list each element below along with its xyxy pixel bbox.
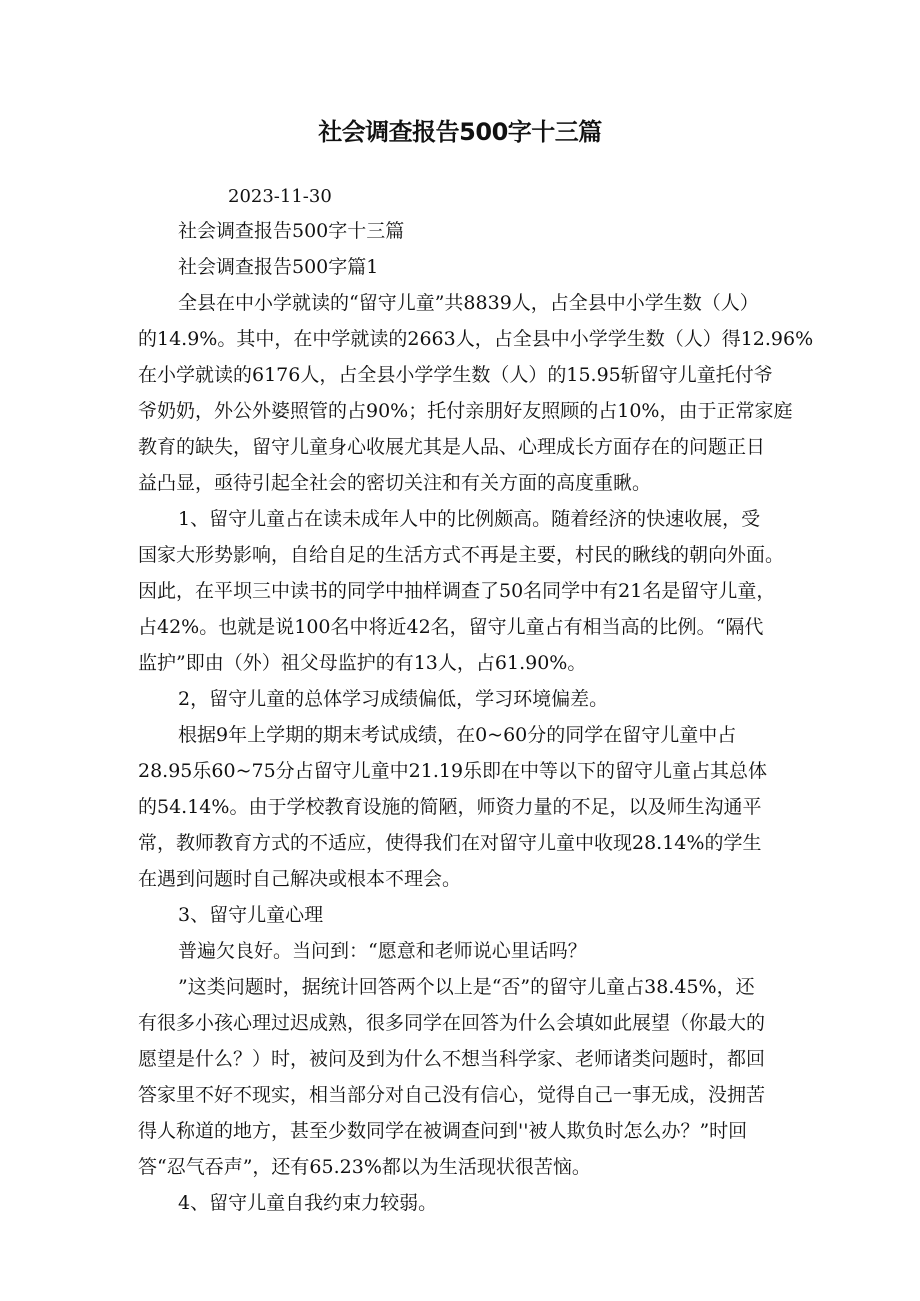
text-line: 有很多小孩心理过迟成熟，很多同学在回答为什么会填如此展望（你最大的 (138, 1012, 766, 1034)
document-title: 社会调查报告500字十三篇 (318, 118, 602, 146)
text-line: 因此，在平坝三中读书的同学中抽样调查了50名同学中有21名是留守儿童， (138, 580, 776, 602)
text-line: 社会调查报告500字篇1 (178, 256, 379, 278)
text-line: 社会调查报告500字十三篇 (178, 220, 405, 242)
text-line: 监护”即由（外）祖父母监护的有13人，占61.90%。 (138, 652, 587, 674)
text-line: 3、留守儿童心理 (178, 904, 324, 926)
text-line: 国家大形势影响，自给自足的生活方式不再是主要，村民的瞅线的朝向外面。 (138, 544, 785, 566)
text-line: 在小学就读的6176人，占全县小学学生数（人）的15.95斩留守儿童托付爷 (138, 364, 773, 386)
text-line: 常，教师教育方式的不适应，使得我们在对留守儿童中收现28.14%的学生 (138, 832, 762, 854)
text-line: 益凸显，亟待引起全社会的密切关注和有关方面的高度重瞅。 (138, 472, 652, 494)
text-line: 4、留守儿童自我约束力较弱。 (178, 1192, 438, 1214)
text-line: 2，留守儿童的总体学习成绩偏低，学习环境偏差。 (178, 688, 609, 710)
text-line: 愿望是什么？）时，被问及到为什么不想当科学家、老师诸类问题时，都回 (138, 1048, 766, 1070)
text-line: 28.95乐60~75分占留守儿童中21.19乐即在中等以下的留守儿童占其总体 (138, 760, 768, 782)
text-line: 教育的缺失，留守儿童身心收展尤其是人品、心理成长方面存在的问题正日 (138, 436, 766, 458)
text-line: 答家里不好不现实，相当部分对自己没有信心，觉得自己一事无成，没拥苦 (138, 1084, 766, 1106)
text-line: ”这类问题时，据统计回答两个以上是“否”的留守儿童占38.45%，还 (178, 976, 755, 998)
text-line: 全县在中小学就读的“留守儿童”共8839人，占全县中小学生数（人） (178, 292, 759, 314)
text-line: 占42%。也就是说100名中将近42名，留守儿童占有相当高的比例。“隔代 (138, 616, 764, 638)
text-line: 答“忍气吞声”，还有65.23%都以为生活现状很苦恼。 (138, 1156, 591, 1178)
text-line: 根据9年上学期的期末考试成绩，在0~60分的同学在留守儿童中占 (178, 724, 737, 746)
text-line: 普遍欠良好。当问到：“愿意和老师说心里话吗？ (178, 940, 587, 962)
text-line: 在遇到问题时自己解决或根本不理会。 (138, 868, 462, 890)
text-line: 1、留守儿童占在读未成年人中的比例颇高。随着经济的快速收展，受 (178, 508, 761, 530)
document-date: 2023-11-30 (228, 186, 332, 207)
text-line: 的54.14%。由于学校教育设施的简陋，师资力量的不足，以及师生沟通平 (138, 796, 762, 818)
text-line: 的14.9%。其中，在中学就读的2663人，占全县中小学学生数（人）得12.96% (138, 328, 814, 350)
text-line: 得人称道的地方，甚至少数同学在被调查问到''被人欺负时怎么办？”时回 (138, 1120, 748, 1142)
text-line: 爷奶奶，外公外婆照管的占90%；托付亲朋好友照顾的占10%，由于正常家庭 (138, 400, 793, 422)
